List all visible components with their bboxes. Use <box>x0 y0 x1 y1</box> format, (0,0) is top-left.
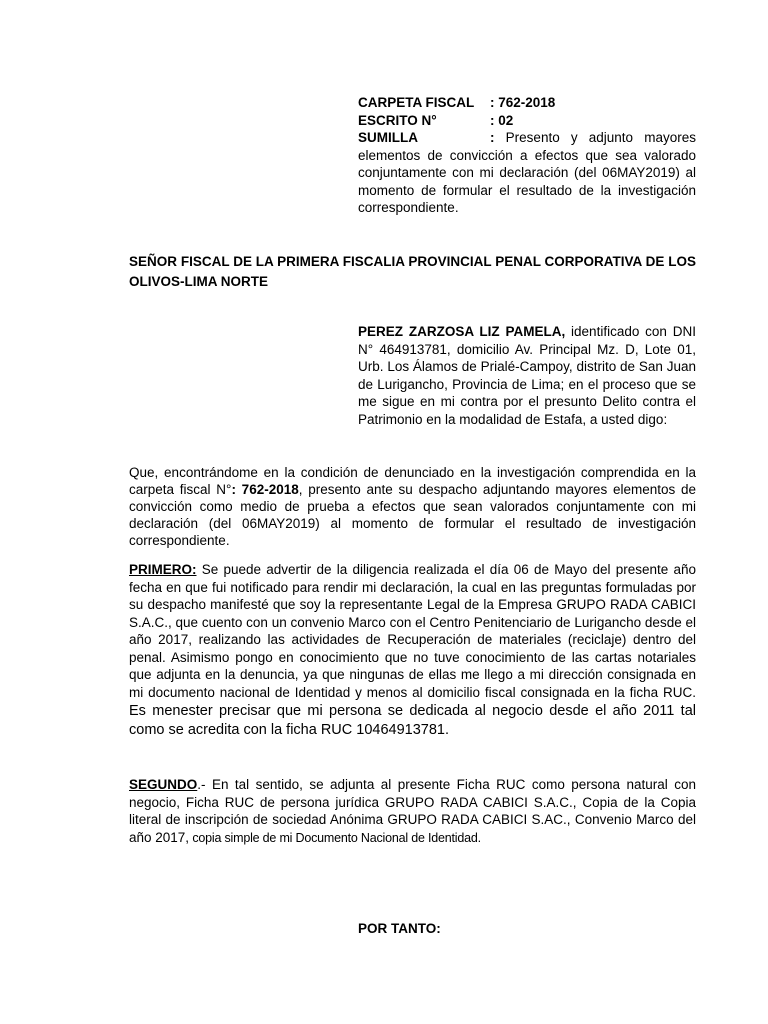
sumilla-label: SUMILLA <box>358 130 418 145</box>
segundo-dash: .- <box>197 777 206 792</box>
segundo-paragraph <box>129 776 696 847</box>
intro-part1: Que, encontrándome en la condición de denunciado en la investigación comprendida en la carpeta fiscal N° <box>129 465 696 497</box>
intro-part2: , presento ante su despacho adjuntando mayores elementos de convicción como medio de prueba a efectos que sean valorados conjuntamente con mi declaración (del 06MAY2019) al momento de formular el resultado de investigación correspondiente. <box>129 482 696 548</box>
petitioner-name: PEREZ ZARZOSA LIZ PAMELA, <box>358 324 566 339</box>
sumilla-colon: : <box>490 130 495 145</box>
primero-text: Se puede advertir de la diligencia realizada el día 06 de Mayo del presente año fecha en que fui notificado para rendir mi declaración, la cual en las preguntas formuladas por su despacho manifesté que soy la representante Legal de la Empresa GRUPO RADA CABICI S.A.C., que cuento con un convenio Marco con el Centro Penitenciario de Lurigancho desde el año 2017, realizando las actividades de Recuperación de materiales (reciclaje) dentro del penal. Asimismo pongo en conocimiento que no tuve conocimiento de las cartas notariales que adjunta en la denuncia, ya que ningunas de ellas me llego a mi dirección consignada en mi documento nacional de Identidad y menos al domicilio fiscal consignada en la ficha RUC. <box>129 562 696 700</box>
sumilla-row <box>358 129 696 217</box>
petitioner-text: identificado con DNI N° 464913781, domicilio Av. Principal Mz. D, Lote 01, Urb. Los Álamos de Prialé-Campoy, distrito de San Juan de Lurigancho, Provincia de Lima; en el proceso que se me sigue en mi contra por el presunto Delito contra el Patrimonio en la modalidad de Estafa, a usted digo: <box>358 324 696 427</box>
case-header <box>358 94 696 217</box>
primero-label: PRIMERO: <box>129 562 197 577</box>
escrito-value: : 02 <box>490 112 514 128</box>
escrito-row <box>358 112 696 130</box>
carpeta-label: CARPETA FISCAL <box>358 95 475 110</box>
primero-text-larger: Es menester precisar que mi persona se dedicada al negocio desde el año 2011 tal como se acredita con la ficha RUC 10464913781. <box>129 703 696 738</box>
carpeta-row <box>358 94 696 112</box>
primero-paragraph <box>129 561 696 739</box>
carpeta-value: : 762-2018 <box>490 95 556 110</box>
petitioner-paragraph <box>358 323 696 428</box>
intro-paragraph <box>129 464 696 549</box>
escrito-label: ESCRITO N° <box>358 112 437 128</box>
sumilla-text: Presento y adjunto mayores elementos de convicción a efectos que sea valorado conjuntamente con mi declaración (del 06MAY2019) al momento de formular el resultado de la investigación correspondiente. <box>358 130 696 215</box>
segundo-text-narrow: copia simple de mi Documento Nacional de Identidad. <box>189 830 481 845</box>
closing-heading: POR TANTO: <box>358 921 441 936</box>
addressee-heading: SEÑOR FISCAL DE LA PRIMERA FISCALIA PROVINCIAL PENAL CORPORATIVA DE LOS OLIVOS-LIMA NORTE <box>129 254 696 289</box>
segundo-label: SEGUNDO <box>129 777 198 792</box>
intro-case-number: : 762-2018 <box>231 482 299 497</box>
segundo-text: En tal sentido, se adjunta al presente Ficha RUC como persona natural con negocio, Ficha RUC de persona jurídica GRUPO RADA CABICI S.A.C., Copia de la Copia literal de inscripción de sociedad Anónima GRUPO RADA CABICI S.AC., Convenio Marco del año 2017, <box>129 777 696 845</box>
